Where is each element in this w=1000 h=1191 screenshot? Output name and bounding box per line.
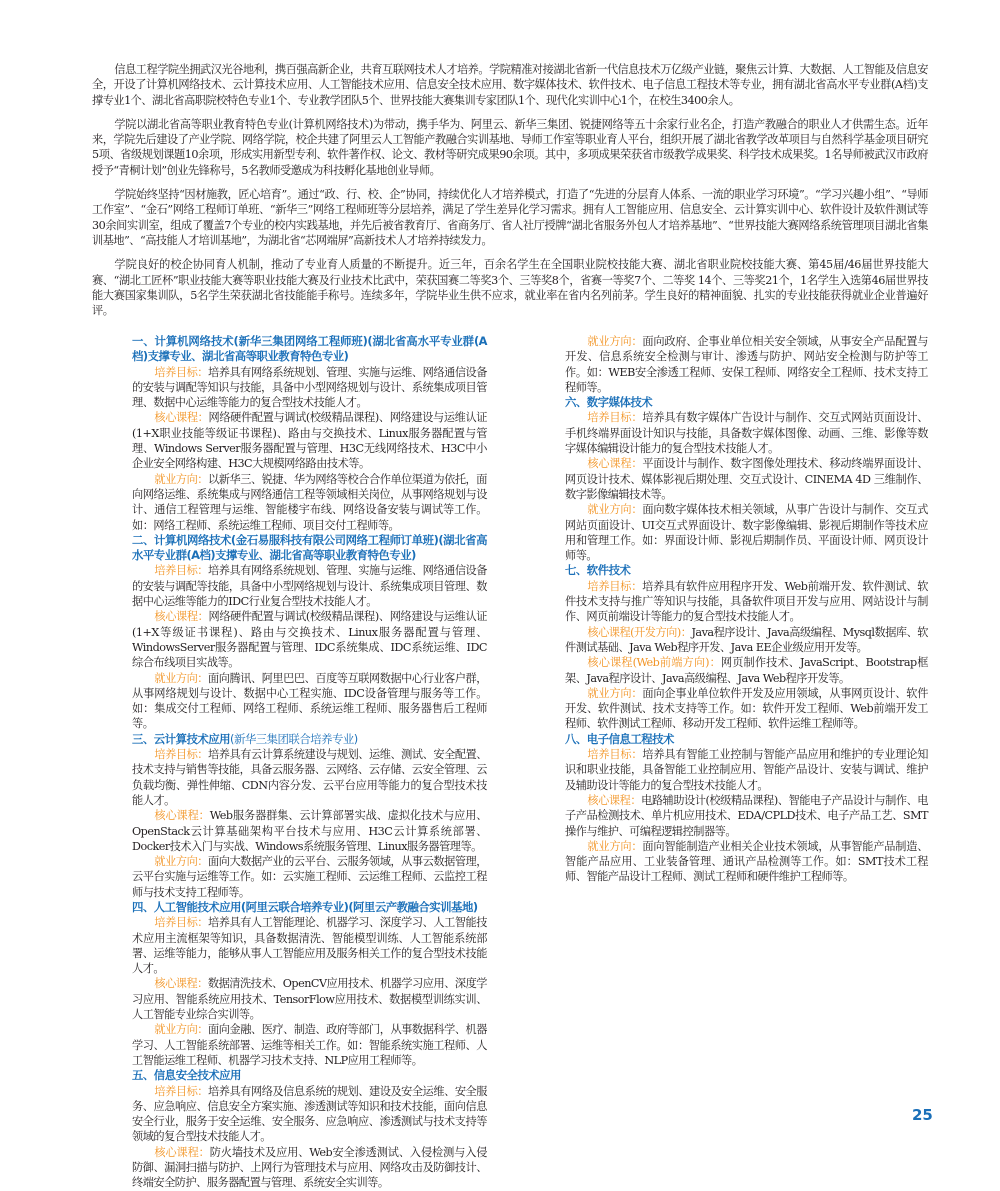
intro-paragraph: 学院良好的校企协同育人机制，推动了专业育人质量的不断提升。近三年，百余名学生在全国职业院校技能大赛、湖北省职业院校技能大赛、第45届/46届世界技能大赛、“湖北工匠杯”职业技能大赛等职业技能大赛及行业技术比武中，荣获国赛二等奖3个、三等奖8个，省赛一等奖7个、二等奖 14个、三等奖21个，1名学生入选第46届世界技能大赛国家集训队，5名学生荣获湖北省技能能手称号。连续多年，学院毕业生供不应求，就业率在省内名列前茅。学生良好的精神面貌、扎实的专业技能获得就业企业普遍好评。 xyxy=(92,258,928,318)
major-section xyxy=(132,1068,487,1190)
major-item xyxy=(565,793,928,839)
item-label: 核心课程： xyxy=(154,610,209,624)
item-text: 数据清洗技术、OpenCV应用技术、机器学习应用、深度学习应用、智能系统应用技术、TensorFlow应用技术、数据模型训练实训、人工智能专业综合实训等。 xyxy=(132,977,487,1022)
major-item xyxy=(132,609,487,670)
major-title-text: 四、人工智能技术应用(阿里云联合培养专业)(阿里云产教融合实训基地) xyxy=(132,899,478,914)
item-label: 就业方向： xyxy=(154,472,209,486)
major-item xyxy=(132,671,487,732)
item-label: 就业方向： xyxy=(587,839,643,853)
item-label: 核心课程(Web前端方向)： xyxy=(587,656,721,670)
item-label: 核心课程： xyxy=(587,793,642,807)
item-text: Java程序设计、Java高级编程、Mysql数据库、软件测试基础、Java Web程序开发、Java EE企业级应用开发等。 xyxy=(565,625,928,654)
major-title xyxy=(565,395,928,410)
majors-left-column xyxy=(132,334,487,1191)
major-item xyxy=(565,410,928,456)
item-label: 核心课程： xyxy=(154,1145,210,1159)
major-item xyxy=(565,579,928,625)
major-item xyxy=(132,854,487,900)
major-item xyxy=(565,686,928,732)
major-section xyxy=(565,732,928,885)
major-title-text: 六、数字媒体技术 xyxy=(565,395,653,410)
item-text: 培养具有软件应用程序开发、Web前端开发、软件测试、软件技术支持与推广等知识与技能，具备软件项目开发与应用、网站设计与制作、网页前端设计等能力的复合型技术技能人才。 xyxy=(565,579,928,624)
item-text: 培养具有数字媒体广告设计与制作、交互式网站页面设计、手机终端界面设计知识与技能，具备数字媒体图像、动画、三维、影像等数字媒体编辑设计能力的复合型技术技能人才。 xyxy=(565,411,928,456)
item-label: 就业方向： xyxy=(587,686,643,700)
major-item xyxy=(132,563,487,609)
major-title xyxy=(132,732,487,747)
major-title xyxy=(565,563,928,578)
item-text: 网络硬件配置与调试(校级精品课程)、网络建设与运维认证(1+X职业技能等级证书课程)、路由与交换技术、Linux服务器配置与管理、Windows Server服务器配置与管理、H3C无线网络技术、H3C中小企业安全网络构建、H3C大规模网络路由技术等。 xyxy=(132,411,487,471)
item-text: 面向大数据产业的云平台、云服务领域，从事云数据管理，云平台实施与运维等工作。如：云实施工程师、云运维工程师、云监控工程师与技术支持工程师等。 xyxy=(132,855,487,899)
major-item xyxy=(132,1145,487,1191)
item-text: 培养具有智能工业控制与智能产品应用和维护的专业理论知识和职业技能，具备智能工业控制应用、智能产品设计、安装与调试、维护及辅助设计等能力的复合型技术技能人才。 xyxy=(565,748,928,792)
item-label: 培养目标： xyxy=(154,748,209,762)
item-text: 培养具有网络系统规划、管理、实施与运维、网络通信设备的安装与调配等技能，具备中小型网络规划与设计、系统集成项目管理、数据中心运维等能力的IDC行业复合型技术技能人才。 xyxy=(132,564,487,609)
item-text: 网络硬件配置与调试(校级精品课程)、网络建设与运维认证(1+X等级证书课程)、路由与交换技术、Linux服务器配置与管理、WindowsServer服务器配置与管理、IDC系统集成、IDC系统运维、IDC综合布线项目实战等。 xyxy=(132,610,487,670)
item-label: 就业方向： xyxy=(154,1023,209,1037)
major-title xyxy=(132,1068,487,1083)
intro-section xyxy=(92,62,928,327)
major-item xyxy=(132,472,487,533)
major-item xyxy=(132,747,487,808)
item-text: 防火墙技术及应用、Web安全渗透测试、入侵检测与入侵防御、漏洞扫描与防护、上网行为管理技术与应用、网络攻击及防御技计、终端安全防护、服务器配置与管理、系统安全实训等。 xyxy=(132,1145,487,1190)
item-text: 培养具有人工智能理论、机器学习、深度学习、人工智能技术应用主流框架等知识，具备数据清洗、智能模型训练、人工智能系统部署、运维等能力，能够从事人工智能应用及服务相关工作的复合型技术技能人才。 xyxy=(132,916,487,976)
item-text: 面向腾讯、阿里巴巴、百度等互联网数据中心行业客户群，从事网络规划与设计、数据中心工程实施、IDC设备管理与服务等工作。如：集成交付工程师、网络工程师、系统运维工程师、服务器售后工程师等。 xyxy=(132,671,487,731)
major-item xyxy=(132,808,487,854)
item-text: 培养具有网络及信息系统的规划、建设及安全运维、安全服务、应急响应、信息安全方案实施、渗透测试等知识和技术技能，面向信息安全行业，服务于安全运维、安全服务、应急响应、渗透测试与技术支持等领域的复合型技术技能人才。 xyxy=(132,1084,487,1144)
major-title-text: 七、软件技术 xyxy=(565,563,631,578)
major-section xyxy=(132,334,487,533)
item-label: 核心课程(开发方向)： xyxy=(587,625,692,639)
major-title-text: 八、电子信息工程技术 xyxy=(565,731,674,746)
item-label: 就业方向： xyxy=(587,503,643,517)
item-text: 面向金融、医疗、制造、政府等部门，从事数据科学、机器学习、人工智能系统部署、运维等相关工作。如：智能系统实施工程师、人工智能运维工程师、机器学习技术支持、NLP应用工程师等。 xyxy=(132,1023,487,1067)
major-item xyxy=(132,410,487,471)
major-item xyxy=(565,839,928,885)
item-label: 培养目标： xyxy=(154,916,209,930)
item-label: 就业方向： xyxy=(587,335,643,348)
intro-paragraph: 信息工程学院坐拥武汉光谷地利，携百强高新企业，共育互联网技术人才培养。学院精准对接湖北省新一代信息技术万亿级产业链，聚焦云计算、大数据、人工智能及信息安全，开设了计算机网络技术、云计算技术应用、人工智能技术应用、信息安全技术应用、数字媒体技术、软件技术、电子信息工程技术等专业，拥有湖北省高水平专业群(A档)支撑专业1个、湖北省高职院校特色专业1个、专业教学团队5个、世界技能大赛集训专家团队1个、现代化实训中心1个，在校生3400余人。 xyxy=(92,63,928,107)
major-item xyxy=(132,1022,487,1068)
item-text: 面向智能制造产业相关企业技术领域，从事智能产品制造、智能产品应用、工业装备管理、通讯产品检测等工作。如：SMT技术工程师、智能产品设计工程师、测试工程师和硬件维护工程师等。 xyxy=(565,839,928,884)
major-title xyxy=(132,900,487,915)
major-title xyxy=(132,533,487,564)
major-section xyxy=(132,732,487,900)
major-title-text: 二、计算机网络技术(金石易服科技有限公司网络工程师订单班)(湖北省高水平专业群(A档)支撑专业、湖北省高等职业教育特色专业) xyxy=(132,532,487,563)
major-title-text: 五、信息安全技术应用 xyxy=(132,1068,241,1083)
item-text: 面向数字媒体技术相关领域，从事广告设计与制作、交互式网站页面设计、UI交互式界面设计、数字影像编辑、影视后期制作等技术应用和管理工作。如：界面设计师、影视后期制作员、平面设计师、网页设计师等。 xyxy=(565,503,928,563)
major-item xyxy=(132,1084,487,1145)
item-text: 电路辅助设计(校级精品课程)、智能电子产品设计与制作、电子产品检测技术、单片机应用技术、EDA/CPLD技术、电子产品工艺、SMT操作与维护、可编程逻辑控制器等。 xyxy=(565,793,928,838)
major-section xyxy=(132,900,487,1068)
major-item xyxy=(565,502,928,563)
major-item xyxy=(565,334,928,395)
major-title-text: 一、计算机网络技术(新华三集团网络工程师班)(湖北省高水平专业群(A档)支撑专业、湖北省高等职业教育特色专业) xyxy=(132,334,487,364)
item-text: 面向企事业单位软件开发及应用领域，从事网页设计、软件开发、软件测试、技术支持等工作。如：软件开发工程师、Web前端开发工程师、软件测试工程师、移动开发工程师、软件运维工程师等。 xyxy=(565,686,928,731)
item-text: 培养具有网络系统规划、管理、实施与运维、网络通信设备的安装与调配等知识与技能，具备中小型网络规划与设计、系统集成项目管理、数据中心运维等能力的复合型技术技能人才。 xyxy=(132,365,487,410)
item-label: 核心课程： xyxy=(587,457,643,471)
major-section xyxy=(565,334,928,395)
item-text: 以新华三、锐捷、华为网络等校合合作单位渠道为依托，面向网络运维、系统集成与网络通信工程等领域相关岗位，从事网络规划与设计、通信工程管理与运维、智能楼宇布线、网络设备安装与调试等工作。如：网络工程师、系统运维工程师、项目交付工程师等。 xyxy=(132,472,487,532)
major-section xyxy=(565,395,928,563)
intro-paragraph: 学院以湖北省高等职业教育特色专业(计算机网络技术)为带动，携手华为、阿里云、新华三集团、锐捷网络等五十余家行业名企，打造产教融合的职业人才供需生态。近年来，学院先后建设了产业学院、网络学院，校企共建了阿里云人工智能产教融合实训基地、导师工作室等职业育人平台，组织开展了湖北省教学改革项目与自然科学基金项目研究5项、省级规划课题10余项，形成实用新型专利、软件著作权、论文、教材等研究成果90余项。其中，多项成果荣获省市级教学成果奖、科学技术成果奖。1名导师被武汉市政府授予“青桐计划”创业先锋称号，5名教师受邀成为科技孵化基地创业导师。 xyxy=(92,117,928,177)
major-item xyxy=(132,915,487,976)
major-item xyxy=(565,625,928,656)
major-item xyxy=(132,365,487,411)
item-label: 培养目标： xyxy=(154,1084,209,1098)
major-item xyxy=(565,456,928,502)
item-label: 核心课程： xyxy=(154,411,209,425)
item-label: 就业方向： xyxy=(154,671,209,685)
item-label: 培养目标： xyxy=(154,564,209,578)
major-title xyxy=(132,334,487,365)
major-section xyxy=(565,563,928,731)
major-title xyxy=(565,732,928,747)
page-number: 25 xyxy=(912,1106,933,1124)
item-text: 面向政府、企事业单位相关安全领域，从事安全产品配置与开发、信息系统安全检测与审计、渗透与防护、网站安全检测与防护等工作。如：WEB安全渗透工程师、安保工程师、网络安全工程师、技术支持工程师等。 xyxy=(565,335,928,394)
item-text: 平面设计与制作、数字图像处理技术、移动终端界面设计、网页设计技术、媒体影视后期处理、交互式设计、CINEMA 4D 三维制作、数字影像编辑技术等。 xyxy=(565,457,928,501)
item-text: 培养具有云计算系统建设与规划、运维、测试、安全配置、技术支持与销售等技能，具备云服务器、云网络、云存储、云安全管理、云负载均衡、弹性伸缩、CDN内容分发、云平台应用等能力的复合型技术技能人才。 xyxy=(132,748,487,807)
item-label: 核心课程： xyxy=(154,809,210,823)
majors-right-column xyxy=(565,334,928,885)
item-label: 培养目标： xyxy=(587,411,643,425)
item-label: 就业方向： xyxy=(154,855,209,869)
item-label: 培养目标： xyxy=(587,579,643,593)
major-item xyxy=(132,976,487,1022)
item-label: 培养目标： xyxy=(154,365,209,379)
item-text: Web服务器群集、云计算部署实战、虚拟化技术与应用、OpenStack云计算基础架构平台技术与应用、H3C云计算系统部署、Docker技术入门与实战、Windows系统服务管理、Linux服务器管理等。 xyxy=(132,809,487,853)
major-section xyxy=(132,533,487,732)
item-text: 网页制作技术、JavaScript、Bootstrap框架、Java程序设计、Java高级编程、Java Web程序开发等。 xyxy=(565,656,928,685)
intro-paragraph: 学院始终坚持“因材施教，匠心培育”。通过“政、行、校、企”协同，持续优化人才培养模式，打造了“先进的分层育人体系、一流的职业学习环境”。“学习兴趣小组”、“导师工作室”、“金石”网络工程师订单班、“新华三”网络工程师班等分层培养，满足了学生差异化学习需求。拥有人工智能应用、信息安全、云计算实训中心、软件设计及软件测试等30余间实训室，组成了覆盖7个专业的校内实践基地，并先后被省教育厅、省商务厅、省人社厅授牌“湖北省服务外包人才培养基地”、“世界技能大赛网络系统管理项目湖北省集训基地”、“高技能人才培训基地”，为湖北省“芯网端屏”高新技术人才培养持续发力。 xyxy=(92,188,928,247)
major-item xyxy=(565,655,928,686)
item-label: 培养目标： xyxy=(587,748,643,762)
item-label: 核心课程： xyxy=(154,977,208,991)
major-subtitle: (新华三集团联合培养专业) xyxy=(230,731,358,746)
major-item xyxy=(565,747,928,793)
major-title-text: 三、云计算技术应用 xyxy=(132,731,231,746)
